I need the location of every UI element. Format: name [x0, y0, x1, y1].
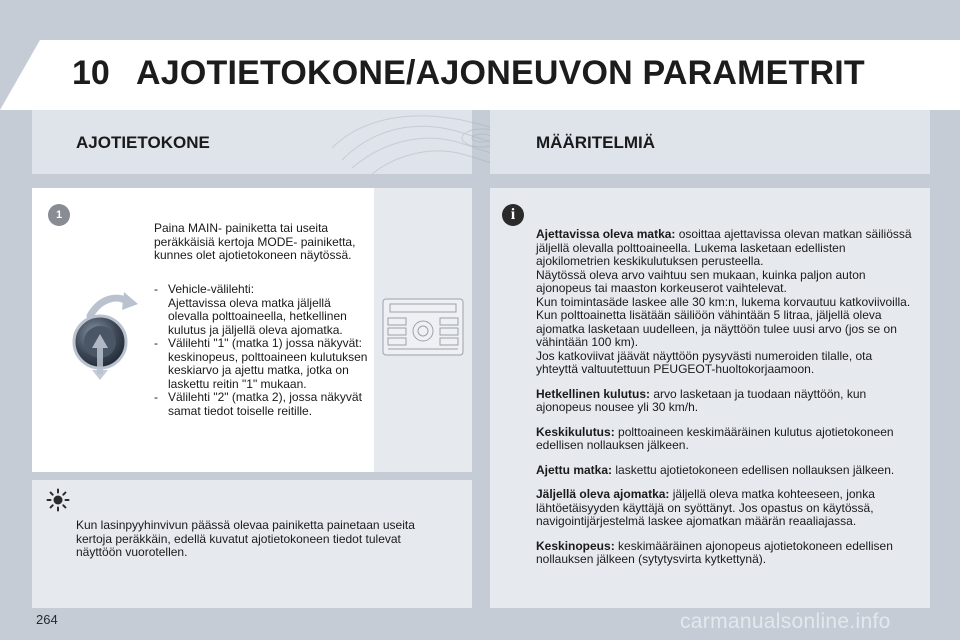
- rotary-knob-icon: [70, 290, 140, 380]
- definition-term: Ajettu matka:: [536, 462, 613, 477]
- definition-text: Jos katkoviivat jäävät näyttöön pysyvästi numeroiden tilalle, ota yhteyttä valtuutettuun PEUGEOT-huoltokorjaamoon.: [536, 348, 873, 376]
- definition-term: Keskikulutus:: [536, 424, 615, 439]
- section-header-left: [32, 110, 472, 174]
- chapter-number: 10: [72, 54, 110, 92]
- definition-text: keskimääräinen ajonopeus ajotietokoneen edellisen nollauksen jälkeen (sytytysvirta kytkettynä).: [536, 538, 893, 566]
- list-item: - Välilehti "2" (matka 2), jossa näkyvät samat tiedot toiselle reitille.: [154, 391, 372, 418]
- definition-text: Kun toimintasäde laskee alle 30 km:n, lukema korvautuu katkoviivoilla. Kun polttoainetta lisätään säiliöön vähintään 5 litraa, jäljellä oleva ajomatka lasketaan uudelleen, ja näyttöön tulee uusi arvo (jos se on vähintään 100 km).: [536, 294, 911, 349]
- bullet-line: Ajettavissa oleva matka jäljellä olevalla polttoaineella, hetkellinen kulutus ja jäljellä oleva ajomatka.: [168, 295, 347, 337]
- section-title-left: AJOTIETOKONE: [76, 133, 210, 152]
- tip-text: Kun lasinpyyhinvivun päässä olevaa painiketta painetaan useita kertoja peräkkäin, edellä kuvatut ajotietokoneen tiedot tulevat näyttöön vuorotellen.: [76, 518, 415, 559]
- chapter-title: AJOTIETOKONE/AJONEUVON PARAMETRIT: [136, 54, 865, 92]
- step-number-badge: 1: [48, 204, 70, 226]
- bullet-line: Välilehti "2" (matka 2), jossa näkyvät samat tiedot toiselle reitille.: [168, 390, 362, 418]
- bullet-line: keskinopeus, polttoaineen kulutuksen keskiarvo ja ajettu matka, jotka on laskettu reitin "1" mukaan.: [168, 349, 368, 391]
- radio-unit-icon: [382, 298, 464, 356]
- definition-text: laskettu ajotietokoneen edellisen nollauksen jälkeen.: [615, 462, 895, 477]
- header-corner: [0, 40, 40, 110]
- watermark: carmanualsonline.info: [680, 610, 891, 633]
- definition-item: [536, 426, 916, 453]
- sun-icon: [46, 488, 70, 512]
- definition-text: jäljellä oleva matka kohteeseen, jonka lähtöetäisyyden käyttäjä on syöttänyt. Jos opastus on käytössä, navigointijärjestelmä laskee ajomatkan määrän reaaliajassa.: [536, 487, 875, 528]
- tab-list: [154, 283, 372, 418]
- list-item: - Vehicle-välilehti: Ajettavissa oleva matka jäljellä olevalla polttoaineella, hetkellinen kulutus ja jäljellä oleva ajomatka.: [154, 283, 372, 337]
- info-icon: i: [502, 204, 524, 226]
- definition-item: [536, 488, 916, 529]
- bullet-line: Vehicle-välilehti:: [168, 282, 255, 296]
- definition-term: Keskinopeus:: [536, 538, 615, 553]
- list-item: - Välilehti "1" (matka 1) jossa näkyvät: keskinopeus, polttoaineen kulutuksen keskiarvo ja ajettu matka, jotka on laskettu reitin "1" mukaan.: [154, 337, 372, 391]
- definition-text: osoittaa ajettavissa olevan matkan säiliössä jäljellä olevalla polttoaineella. Lukema lasketaan edellisten ajokilometrien keskikulutuksen perusteella.: [536, 227, 912, 268]
- definition-item: [536, 540, 916, 567]
- definition-term: Hetkellinen kulutus:: [536, 386, 651, 401]
- definition-text: Näytössä oleva arvo vaihtuu sen mukaan, kuinka paljon auton ajonopeus tai maaston korkeuserot vaihtelevat.: [536, 267, 866, 295]
- definitions-list: [536, 228, 916, 578]
- definition-text: arvo lasketaan ja tuodaan näyttöön, kun ajonopeus nousee yli 30 km/h.: [536, 386, 867, 414]
- section-header-right: [490, 110, 930, 174]
- definition-text: polttoaineen keskimääräinen kulutus ajotietokoneen edellisen nollauksen jälkeen.: [536, 424, 894, 452]
- definition-item: [536, 388, 916, 415]
- definition-term: Jäljellä oleva ajomatka:: [536, 487, 670, 501]
- definition-item: [536, 228, 916, 377]
- definition-term: Ajettavissa oleva matka:: [536, 227, 676, 241]
- page-number: 264: [36, 612, 58, 627]
- bullet-line: Välilehti "1" (matka 1) jossa näkyvät:: [168, 336, 362, 350]
- section-title-right: MÄÄRITELMIÄ: [536, 133, 655, 152]
- intro-text: Paina MAIN- painiketta tai useita peräkkäisiä kertoja MODE- painiketta, kunnes olet ajotietokoneen näytössä.: [154, 221, 356, 262]
- definition-item: [536, 464, 916, 478]
